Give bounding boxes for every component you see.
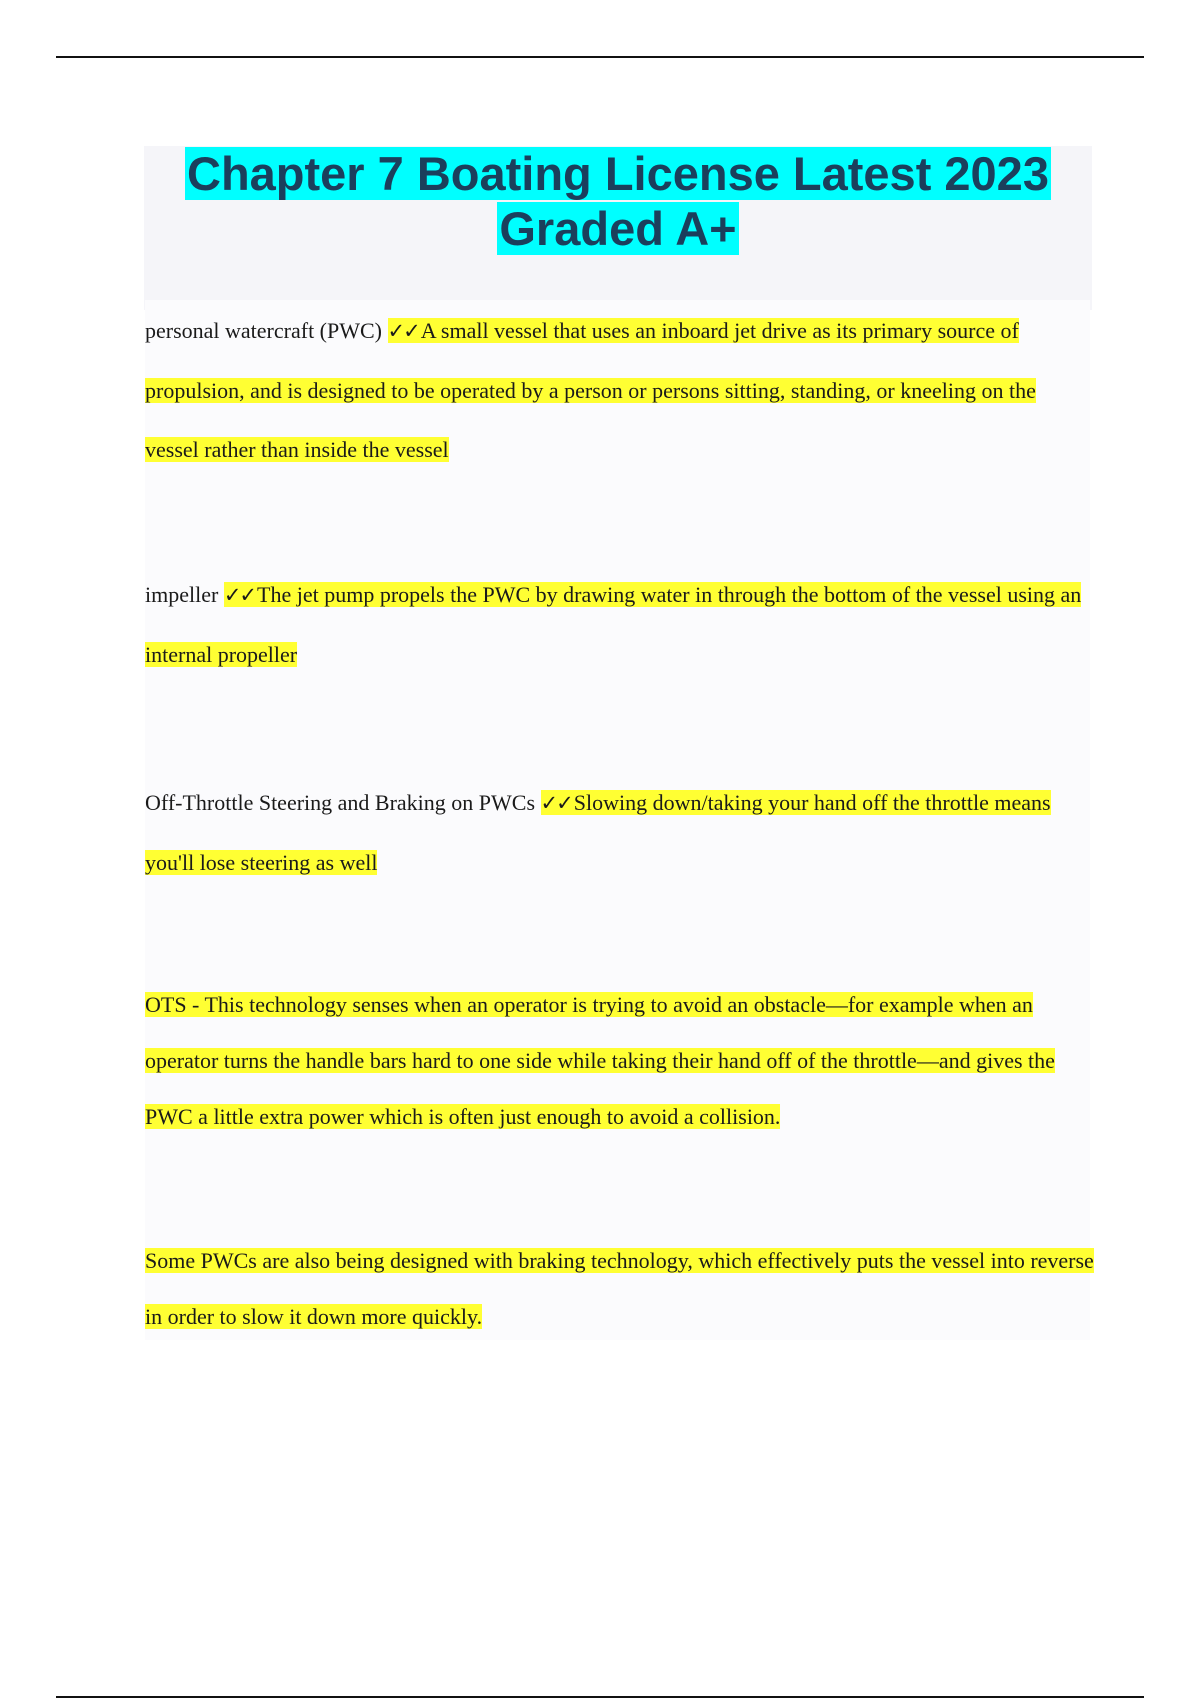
entry-definition: The jet pump propels the PWC by drawing water in through the bottom of the vessel using an internal propeller bbox=[145, 582, 1082, 667]
double-check-icon: ✓✓ bbox=[387, 319, 419, 343]
double-check-icon: ✓✓ bbox=[223, 583, 256, 607]
entry-answer bbox=[145, 582, 1081, 667]
entry-off-throttle-steering bbox=[145, 773, 1095, 892]
entry-impeller bbox=[145, 565, 1095, 684]
entry-definition: A small vessel that uses an inboard jet drive as its primary source of propulsion, and is designed to be operated by a person or persons sitting, standing, or kneeling on the vessel rather than inside the vessel bbox=[145, 318, 1036, 462]
entry-personal-watercraft bbox=[145, 301, 1095, 479]
note-text: OTS - This technology senses when an operator is trying to avoid an obstacle—for example when an operator turns the handle bars hard to one side while taking their hand off of the throttle—and gives the PWC a little extra power which is often just enough to avoid a collision. bbox=[145, 992, 1055, 1129]
document-title: Chapter 7 Boating License Latest 2023 Graded A+ bbox=[187, 147, 1049, 255]
header-rule bbox=[56, 56, 1144, 58]
note-text: Some PWCs are also being designed with braking technology, which effectively puts the vessel into reverse in order to slow it down more quickly. bbox=[145, 1248, 1094, 1329]
entry-term: personal watercraft (PWC) bbox=[145, 318, 388, 343]
entry-term: Off-Throttle Steering and Braking on PWCs bbox=[145, 790, 541, 815]
entry-term: impeller bbox=[145, 582, 224, 607]
double-check-icon: ✓✓ bbox=[540, 791, 572, 815]
note-braking bbox=[145, 1233, 1095, 1345]
entry-definition: Slowing down/taking your hand off the throttle means you'll lose steering as well bbox=[145, 790, 1051, 875]
footer-rule bbox=[56, 1696, 1144, 1698]
title-block bbox=[144, 146, 1092, 310]
note-ots bbox=[145, 977, 1095, 1145]
